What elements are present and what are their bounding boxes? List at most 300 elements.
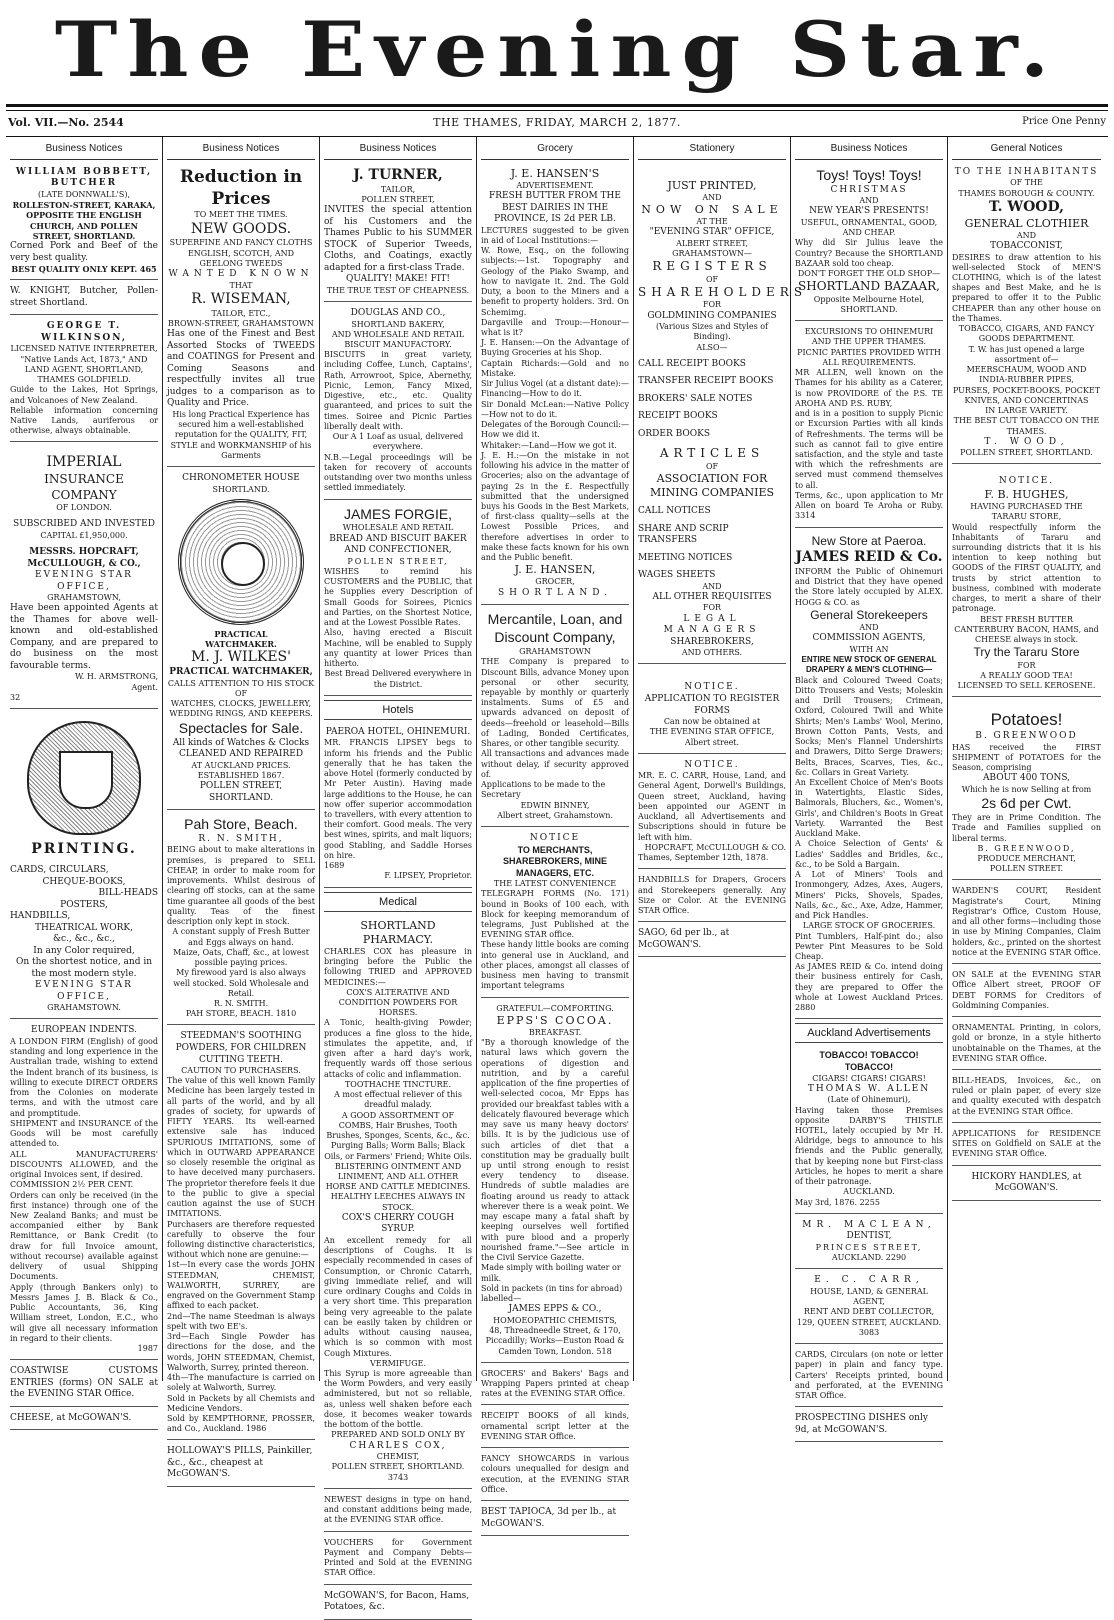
ad-line: Sir Julius Vogel (at a distant date):—Financing—How to do it. <box>481 379 629 399</box>
ad-line: MR. FRANCIS LIPSEY begs to inform his friends and the Public generally that he has taken the above Hotel (formerly conducted by Mr Peter Austin). Having made large additions to the House, he can now offer superior accommodation to travellers, with every attention to their comfort. Good meals. The very best wines, spirits, and malt liquors; good Stabling, and Saddle Horses on hire. <box>324 738 472 860</box>
ad-line: JAMES REID & Co. <box>795 549 943 566</box>
ad-line: GROCERS' and Bakers' Bags and Wrapping Papers printed at cheap rates at the EVENING STAR Office. <box>481 1368 629 1399</box>
ad-line: WAGES SHEETS <box>638 570 716 581</box>
ad-line: Our A 1 Loaf as usual, delivered everywhere. <box>332 432 464 452</box>
advert-ornamental-printing <box>952 1020 1101 1070</box>
ad-line: HOMOEOPATHIC CHEMISTS, <box>493 1315 617 1325</box>
advert-residence-sites <box>952 1126 1101 1166</box>
ad-line: THE BEST CUT TOBACCO ON THE THAMES. <box>953 416 1100 436</box>
ad-line: 3rd—Each Single Powder has directions for the dose, and the words, JOHN STEEDMAN, Chemist, Walworth, Surrey, printed thereon. <box>167 1332 315 1372</box>
ad-line: BISCUITS in great variety, including Coffee, Lunch, Captains', Rath, Arrowroot, Spice, Abernethy, Picnic, Lemon, Fancy Mixed, Digestive, etc., etc. Quality guaranteed, and prices to suit the times. Soiree and Picnic Parties liberally dealt with. <box>324 350 472 431</box>
ad-line: Dargaville and Troup:—Honour—what is it? <box>481 317 629 337</box>
ad-line: OF <box>705 274 719 284</box>
ad-line: SHAREHOLDERS <box>638 285 808 299</box>
ad-line: A most effectual reliever of this dreadful malady. <box>334 1090 462 1110</box>
ad-line: SHORTLAND BAKERY, <box>351 319 445 329</box>
ad-line: They are in Prime Condition. The Trade and Families supplied on liberal terms. <box>952 813 1101 843</box>
ad-line: FRESH BUTTER FROM THE BEST DAIRIES IN THE PROVINCE, IS 2d PER LB. <box>489 191 621 225</box>
ad-line: Would respectfully inform the Inhabitants of Tararu and surrounding districts that it is his intention to keep nothing but GOODS of the FIRST QUALITY, and trusts by strict attention to business, combined with moderate charges, to merit a share of their patronage. <box>952 522 1101 614</box>
ad-line: ALBERT STREET, <box>676 238 748 248</box>
ad-line: Whitaker:—Land—How we got it. <box>481 440 617 450</box>
ad-line: POLLEN STREET, SHORTLAND. <box>960 448 1093 458</box>
advert-forgie <box>324 503 472 696</box>
ad-line: Albert street. <box>684 737 740 747</box>
ad-line: LICENSED TO SELL KEROSENE. <box>957 681 1096 691</box>
ad-line: WHOLESALE AND RETAIL <box>342 523 454 533</box>
newspaper-title: The Evening Star. <box>54 5 1060 95</box>
ad-line: COX'S CHERRY COUGH SYRUP. <box>341 1212 455 1235</box>
advert-thomas-allen <box>795 1047 943 1213</box>
column-4 <box>477 137 634 1529</box>
ad-line: 1st—In every case the words JOHN STEEDMAN, CHEMIST, WALWORTH, SURREY, are engraved on the Government Stamp affixed to each packet. <box>167 1260 315 1311</box>
ad-line: CHARLES COX, <box>349 1440 447 1451</box>
ad-line: A GOOD ASSORTMENT OF COMBS, Hair Brushes, Tooth Brushes, Sponges, Scents, &c., &c. <box>326 1110 470 1141</box>
ad-line: W. Rowe, Esq., on the following subjects:—1st. Topography and Geology of the Piako Swamp, and how to navigate it. 2nd. The Gold Duty, a boon to the Miners and a benefit to property holders. 3rd. On Schemimg. <box>481 246 629 317</box>
ad-line: Reduction in Prices <box>179 166 303 209</box>
ad-line: USEFUL, ORNAMENTAL, GOOD, AND CHEAP. <box>800 217 938 238</box>
ad-line: Albert street, Grahamstown. <box>497 810 613 820</box>
ad-line: GRAHAMSTOWN— <box>672 249 752 259</box>
advert-t-wood <box>952 164 1101 465</box>
advert-wilkes <box>167 470 315 810</box>
ad-line: DON'T FORGET THE OLD SHOP— <box>797 269 941 279</box>
masthead-rule-thin <box>6 110 1108 111</box>
ad-line: CHEQUE-BOOKS, <box>42 876 126 887</box>
ad-line: EXCURSIONS TO OHINEMURI AND THE UPPER THAMES. <box>804 327 934 347</box>
ad-line: AND <box>859 196 879 206</box>
advert-maclean-dentist <box>795 1217 943 1270</box>
advert-knight <box>10 283 158 315</box>
ad-line: J. E. HANSEN'S <box>510 166 600 180</box>
ad-line: SHARE AND SCRIP TRANSFERS <box>638 523 729 546</box>
ad-line: NEW YEAR'S PRESENTS! <box>809 206 929 217</box>
ad-line: LECTURES suggested to be given in aid of Local Institutions:— <box>481 225 629 245</box>
ad-line: NEW GOODS. <box>190 220 292 237</box>
advert-shortland-pharmacy <box>324 916 472 1489</box>
ad-line: This Syrup is more agreeable than the Worm Powders, and very easily administered, but not so reliable, as, unless well shaken before each dose, it becomes weaker towards the bottom of the bottle. <box>324 1369 472 1430</box>
ad-line: THE TRUE TEST OF CHEAPNESS. <box>326 285 470 295</box>
ad-line: B. GREENWOOD, <box>977 843 1076 853</box>
ad-line: SHORTLAND. <box>212 484 270 494</box>
ad-line: DESIRES to draw attention to his well-selected Stock of MEN'S CLOTHING, which is of the latest shapes and Best Make, and he is prepared to offer it to the Public CHEAPER than any other house on the Thames. <box>952 252 1101 323</box>
ad-line: WARDEN'S COURT, Resident Magistrate's Court, Mining Registrar's Office, Custom House, and all other forms—including those in use by Mining Companies, Claim holders, &c., printed on the shortest notice at the EVENING STAR Office. <box>952 886 1101 957</box>
masthead-rule <box>6 104 1108 107</box>
advert-vouchers <box>324 1535 472 1585</box>
ad-line: LEGAL MANAGERS <box>663 613 761 636</box>
ad-line: COMMISSION AGENTS, <box>812 633 926 644</box>
ad-line: EDWIN BINNEY, <box>520 800 590 810</box>
watch-icon <box>178 499 304 625</box>
advert-turner <box>324 164 472 302</box>
ad-line: Potatoes! <box>990 710 1063 730</box>
advert-prospecting-dishes <box>795 1410 943 1442</box>
ad-line: On the shortest notice, and in the most modern style. <box>15 957 153 979</box>
ad-line: ARTICLES <box>659 446 765 461</box>
ad-line: WISHES to remind his CUSTOMERS and the PUBLIC, that he Supplies every Description of Small Goods for Soirees, Picnics and Parties, on the Shortest Notice, and at the Lowest Possible Rates. <box>324 566 472 628</box>
ad-line: GENERAL CLOTHIER <box>964 216 1089 230</box>
ad-line: HANDBILLS, <box>10 911 71 922</box>
ad-line: Which he is now Selling at from <box>961 784 1092 794</box>
advert-paeroa-hotel <box>324 724 472 888</box>
ad-line: BREAD AND BISCUIT BAKER AND CONFECTIONER, <box>329 533 467 556</box>
ad-line: FOR <box>1017 660 1036 670</box>
column-heading: Business Notices <box>10 137 158 160</box>
ad-line: NEWEST designs in type on hand, and constant additions being made, at the EVENING STAR office. <box>324 1494 472 1525</box>
issue-price: Price One Penny <box>1022 116 1106 127</box>
ad-line: F. B. HUGHES, <box>984 488 1069 501</box>
advert-register-forms <box>638 667 786 753</box>
ad-line: A Tonic, health-giving Powder; produces a fine gloss to the hide, stimulates the appetite, and, if given after a hard day's work, frequently wards off those serious attacks of colic and inflammation. <box>324 1018 472 1079</box>
ad-line: OF LONDON. <box>56 503 112 513</box>
advert-sago <box>638 925 786 957</box>
ad-line: OF THE <box>1010 178 1043 188</box>
ad-line: CHRONOMETER HOUSE <box>182 473 300 484</box>
ad-line: NOW ON SALE <box>641 203 783 217</box>
ad-line: ALL MANUFACTURERS' DISCOUNTS ALLOWED, and the original Invoices sent, if desired. <box>10 1149 158 1180</box>
ad-line: Purging Balls; Worm Balls; Black Oils, or Farmers' Friend; White Oils. <box>324 1141 472 1161</box>
ad-line: Sold in packets (in tins for abroad) labelled— <box>481 1283 623 1304</box>
column-heading: Stationery <box>638 137 786 160</box>
advert-wiseman <box>167 164 315 467</box>
ad-line: CAPITAL £1,950,000. <box>40 530 128 540</box>
ad-line: POSTERS, <box>60 899 108 910</box>
ad-line: CHRISTMAS <box>830 184 908 195</box>
ad-line: IN LARGE VARIETY. <box>985 406 1068 416</box>
ad-line: R. N. SMITH, <box>198 833 284 844</box>
ad-line: MR. E. C. CARR, House, Land, and General Agent, Dorwell's Buildings, Queen street, Auckland, having been appointed our AGENT in Auckland, all Advertisements and Subscriptions should in future be left with him. <box>638 771 786 842</box>
ad-line: CHEMIST, <box>376 1452 420 1462</box>
ad-line: GROCER, <box>535 577 575 587</box>
ad-line: BEST QUALITY ONLY KEPT. 465 <box>11 264 157 275</box>
ad-line: ORNAMENTAL Printing, in colors, gold or bronze, in a style hitherto unobtainable on the Thames, at the EVENING STAR Office. <box>952 1023 1101 1063</box>
ad-line: MR ALLEN, well known on the Thames for his ability as a Caterer, is now PROVIDORE of the P.S. TE AROHA AND P.S. RUBY, <box>795 368 943 408</box>
ad-line: 2nd—The name Steedman is always spelt with two EE's. <box>167 1311 315 1331</box>
ad-line: RECEIPT BOOKS of all kinds, ornamental script letter at the EVENING STAR Office. <box>481 1411 629 1441</box>
ad-line: My firewood yard is also always well stocked. Sold Wholesale and Retail. <box>173 968 309 998</box>
ad-line: RENT AND DEBT COLLECTOR, <box>803 1307 935 1317</box>
ad-line: GOLDMINING COMPANIES <box>647 310 777 321</box>
ad-line: 1987 <box>137 1344 158 1354</box>
advert-epps-cocoa <box>481 1001 629 1363</box>
ad-line: T. WOOD, <box>984 436 1069 447</box>
ad-line: CARDS, CIRCULARS, <box>10 865 109 876</box>
ad-line: AT AUCKLAND PRICES. <box>191 760 291 770</box>
ad-line: SHORTLAND PHARMACY. <box>360 918 436 946</box>
ad-line: QUALITY! MAKE! FIT! <box>345 274 451 285</box>
ad-line: CAUTION TO PURCHASERS. <box>181 1066 301 1076</box>
advert-tapioca <box>481 1504 629 1536</box>
section-heading-medical: Medical <box>324 892 472 912</box>
advert-coastwise <box>10 1363 158 1407</box>
ad-line: PRACTICAL WATCHMAKER, <box>169 667 313 678</box>
ad-line: RECEIPT BOOKS <box>638 411 718 422</box>
ad-line: F. LIPSEY, Proprietor. <box>384 871 472 881</box>
column-1 <box>6 137 163 1423</box>
ad-line: JUST PRINTED, <box>667 178 757 192</box>
ad-line: Reliable information concerning Native Lands, auriferous or otherwise, always obtainable. <box>10 405 158 436</box>
ad-line: EUROPEAN INDENTS. <box>31 1025 137 1036</box>
ad-line: W. H. ARMSTRONG, <box>74 672 158 682</box>
ad-line: WANTED KNOWN <box>168 269 314 280</box>
ad-line: A LONDON FIRM (English) of good standing and long experience in the Australian trade, wishing to extend the Indent branch of its business, is willing to execute DIRECT ORDERS from the Colonies on moderate terms, and with the utmost care and promptitude. <box>10 1036 158 1118</box>
ad-line: J. TURNER, <box>353 166 443 183</box>
advert-shortland-bazaar <box>795 164 943 321</box>
ad-line: POLLEN STREET, SHORTLAND. <box>199 781 283 803</box>
ad-line: HOUSE, LAND, & GENERAL AGENT, <box>810 1286 928 1307</box>
ad-line: PAEROA HOTEL, OHINEMURI. <box>325 726 471 737</box>
advert-proof-of-debt <box>952 967 1101 1017</box>
ad-line: Sold in Packets by all Chemists and Medicine Vendors. <box>167 1393 315 1413</box>
ad-line: N.B.—Legal proceedings will be taken for recovery of accounts outstanding over two months unless settled immediately. <box>324 452 472 493</box>
ad-line: All transactions and advances made without delay, if security approved of. <box>481 749 629 779</box>
ad-line: MEERSCHAUM, WOOD AND INDIA-RUBBER PIPES, <box>966 365 1087 385</box>
ad-line: His long Practical Experience has secured him a well-established reputation for the QUALITY, FIT, STYLE and WORKMANSHIP of his Garments <box>170 409 312 460</box>
ad-line: CHARLES COX has pleasure in bringing before the Public the following TRIED and APPROVED MEDICINES:— <box>324 946 472 987</box>
advert-potatoes <box>952 700 1101 880</box>
advert-ec-carr <box>795 1272 943 1344</box>
ad-line: COASTWISE CUSTOMS ENTRIES (forms) ON SALE at the EVENING STAR Office. <box>10 1366 158 1400</box>
issue-date: THE THAMES, FRIDAY, MARCH 2, 1877. <box>433 116 681 129</box>
ad-line: J. E. Hansen:—On the Advantage of Buying Groceries at his Shop. <box>481 338 629 358</box>
column-heading: Business Notices <box>167 137 315 160</box>
advert-wardens-court <box>952 883 1101 964</box>
ad-line: (Various Sizes and Styles of Binding). <box>655 322 769 342</box>
ad-line: AND <box>702 581 722 591</box>
ad-line: 4th—The manufacture is carried on solely at Walworth, Surrey. <box>167 1373 315 1393</box>
advert-telegraph-forms <box>481 830 629 998</box>
ad-line: CANTERBURY BACON, HAMS, and CHEESE always in stock. <box>954 624 1099 645</box>
ad-line: Has one of the Finest and Best Assorted Stocks of TWEEDS and COATINGS for Present and Coming Seasons and respectfully invites all true judges to a comparison as to Quality and Price. <box>167 329 315 409</box>
coat-of-arms-icon <box>27 721 141 835</box>
ad-line: AUCKLAND. <box>843 1187 895 1197</box>
advert-holloway <box>167 1443 315 1487</box>
ad-line: "EVENING STAR" OFFICE, <box>649 227 775 238</box>
masthead <box>0 0 1114 100</box>
ad-line: TO MEET THE TIMES. <box>194 210 288 220</box>
dateline <box>8 113 1106 133</box>
ad-line: REGISTERS <box>652 259 772 274</box>
ad-line: LARGE STOCK OF GROCERIES. <box>802 921 936 931</box>
ad-line: ROLLESTON-STREET, KARAKA, OPPOSITE THE ENGLISH CHURCH, AND POLLEN STREET, SHORTLAND. <box>12 200 156 241</box>
ad-line: HAVING PURCHASED THE TARARU STORE, <box>970 502 1083 522</box>
ad-line: Try the Tararu Store <box>973 645 1080 660</box>
ad-line: EVENING STAR OFFICE, <box>35 570 133 592</box>
ad-line: CALLS ATTENTION TO HIS STOCK OF <box>167 678 315 698</box>
ad-line: PRINCES STREET, <box>815 1242 923 1252</box>
ad-line: New Store at Paeroa. <box>811 533 927 548</box>
ad-line: SHAREBROKERS, <box>670 636 754 647</box>
ad-line: The value of this well known Family Medicine has been largely tested in all parts of the world, and by all grades of society, for upwards of FIFTY YEARS. Its well-earned extensive sale has induced SPURIOUS IMITATIONS, some of which in OUTWARD APPEARANCE so closely resemble the original as to have deceived many purchasers. The proprietor therefore feels it due to the public to give a special caution against the use of SUCH IMITATIONS. <box>167 1076 315 1219</box>
ad-line: Maize, Oats, Chaff, &c., at lowest possible paying prices. <box>173 947 309 968</box>
ad-line: FANCY SHOWCARDS in various colours unequalled for design and execution, at the EVENING STAR Office. <box>481 1454 629 1494</box>
ad-line: JAMES FORGIE, <box>343 505 453 522</box>
advert-hughes <box>952 467 1101 697</box>
ad-line: MEETING NOTICES <box>638 552 733 563</box>
ad-line: HICKORY HANDLES, at McGOWAN'S. <box>971 1171 1082 1194</box>
advert-showcards <box>481 1451 629 1501</box>
ad-line: Applications to be made to the Secretary <box>481 780 606 800</box>
ad-line: POLLEN STREET, SHORTLAND. 3743 <box>331 1462 465 1482</box>
ad-line: TOBACCONIST, <box>990 241 1063 251</box>
ad-line: Toys! Toys! Toys! <box>816 166 922 183</box>
column-heading: General Notices <box>952 137 1101 160</box>
volume-number: Vol. VII.—No. 2544 <box>8 116 124 129</box>
ad-line: TRANSFER RECEIPT BOOKS <box>638 376 774 387</box>
ad-line: Made simply with boiling water or milk. <box>481 1263 621 1283</box>
ad-line: Orders can only be received (in the first instance) through one of the New Zealand Banks; and must be accompanied either by Bank Remittance, or Bank Credit (to draw for full Invoice amount, without recourse) available against delivery of usual Shipping Documents. <box>10 1190 158 1282</box>
advert-hansen <box>481 164 629 605</box>
ad-line: 32 <box>10 692 21 702</box>
ad-line: NOTICE. <box>684 759 740 770</box>
ad-line: Terms, &c., upon application to Mr Allen on board Te Aroha or Ruby. 3314 <box>795 490 943 521</box>
advert-cards <box>795 1347 943 1407</box>
advert-pah-store <box>167 813 315 1025</box>
ad-line: Guide to the Lakes, Hot Springs, and Volcanoes of New Zealand. <box>10 385 158 405</box>
advert-steedman <box>167 1028 315 1440</box>
ad-line: APPLICATIONS for RESIDENCE SITES on Goldfield on SALE at the EVENING STAR Office. <box>952 1128 1101 1159</box>
ad-line: ASSOCIATION FOR MINING COMPANIES <box>649 471 775 500</box>
ad-line: 129, QUEEN STREET, AUCKLAND. 3083 <box>796 1317 942 1337</box>
ad-line: EVENING STAR OFFICE, <box>35 980 133 1002</box>
ad-line: THE LATEST CONVENIENCE <box>493 879 617 889</box>
ad-line: AUCKLAND. 2290 <box>831 1253 907 1263</box>
ad-line: BROKERS' SALE NOTES <box>638 393 753 404</box>
ad-line: Mercantile, Loan, and Discount Company, <box>487 611 623 646</box>
ad-line: T. W. has just opened a large assortment of— <box>968 344 1085 364</box>
ad-line: AND <box>1016 230 1037 240</box>
ad-line: BREAKFAST. <box>528 1027 582 1037</box>
ad-line: VOUCHERS for Government Payment and Company Debts—Printed and Sold at the EVENING STAR Office. <box>324 1537 472 1578</box>
ad-line: BILL-HEADS <box>98 888 158 899</box>
ad-line: VERMIFUGE. <box>369 1358 427 1368</box>
ad-line: JAMES EPPS & CO., <box>508 1304 602 1315</box>
ad-line: TO THE INHABITANTS <box>954 166 1099 177</box>
ad-line: Agent. <box>131 682 158 692</box>
ad-line: ALL OTHER REQUISITES <box>652 591 772 602</box>
ad-line: TO MERCHANTS, SHAREBROKERS, MINE MANAGERS, ETC. <box>502 844 607 878</box>
column-7 <box>948 137 1105 1381</box>
advert-hickory-handles <box>952 1169 1101 1201</box>
ad-line: PROSPECTING DISHES only 9d, at McGOWAN'S. <box>795 1413 928 1435</box>
ad-line: AND WHOLESALE AND RETAIL BISCUIT MANUFACTORY. <box>331 329 465 349</box>
ad-line: T. WOOD, <box>989 198 1064 215</box>
ad-line: HANDBILLS for Drapers, Grocers and Storekeepers generally. Any Size or Color. At the EVENING STAR Office. <box>638 875 786 916</box>
ad-line: MESSRS. HOPCRAFT, McCULLOUGH, & CO., <box>27 547 141 569</box>
ad-line: A Choice Selection of Gents' & Ladies' Saddles and Bridles, &c., &c., to be Sold a Bargain. <box>795 839 943 869</box>
ad-line: PURSES, POCKET-BOOKS, POCKET KNIVES, AND CONCERTINAS <box>952 385 1101 405</box>
ad-line: THEATRICAL WORK, <box>35 922 133 933</box>
ad-line: BILL-HEADS, Invoices, &c., on ruled or plain paper, of every size and quality executed with despatch at the EVENING STAR Office. <box>952 1075 1101 1116</box>
ad-line: (Late of Ohinemuri), <box>827 1095 911 1105</box>
ad-line: CIGARS! CIGARS! CIGARS! <box>812 1073 926 1083</box>
ad-line: HOPCRAFT, McCULLOUGH & CO. <box>644 842 786 852</box>
columns <box>6 137 1108 1613</box>
ad-line: Captain Richards:—Gold and no Mistake. <box>481 358 629 378</box>
ad-line: &c., &c., &c., <box>52 934 116 945</box>
ad-line: POLLEN STREET, <box>361 194 435 204</box>
ad-line: PRODUCE MERCHANT, <box>977 853 1076 863</box>
advert-bill-heads <box>952 1073 1101 1123</box>
advert-james-reid <box>795 531 943 1020</box>
ad-line: Pah Store, Beach. <box>184 816 298 833</box>
ad-line: Have been appointed Agents at the Thames for above well-known and old-established Company, and are prepared to do business on the most favourable terms. <box>10 603 158 671</box>
ad-line: AND OTHERS. <box>681 648 743 658</box>
ad-line: DOUGLAS AND CO., <box>350 308 446 319</box>
ad-line: R. N. SMITH. <box>213 999 269 1008</box>
ad-line: GRAHAMSTOWN <box>519 647 591 657</box>
ad-line: R. WISEMAN, <box>191 290 291 307</box>
advert-newest-designs <box>324 1492 472 1532</box>
ad-line: CHEESE, at McGOWAN'S. <box>10 1412 132 1423</box>
ad-line: FOR <box>702 300 722 310</box>
advert-douglas <box>324 305 472 500</box>
ad-line: Why did Sir Julius leave the Country? Because the SHORTLAND BAZAAR sold too cheap. <box>795 238 943 268</box>
column-heading: Business Notices <box>324 137 472 160</box>
ad-line: Pint Tumblers, Half-pint do.; also Pewter Pint Measures to be Sold Cheap. <box>795 931 943 961</box>
column-3 <box>320 137 477 1613</box>
ad-line: All kinds of Watches & Clocks CLEANED AND REPAIRED <box>172 737 310 760</box>
ad-line: THE EVENING STAR OFFICE, <box>649 727 775 737</box>
advert-cheese <box>10 1410 158 1431</box>
ad-line: 48, Threadneedle Street, & 170, Piccadilly; Works—Euston Road & Camden Town, London. 518 <box>485 1326 625 1356</box>
ad-line: ADVERTISEMENT. <box>516 180 594 190</box>
ad-line: M. J. WILKES' <box>191 649 291 666</box>
ad-line: ESTABLISHED 1867. <box>197 770 285 780</box>
ad-line: OF <box>705 461 719 471</box>
ad-line: INSURANCE COMPANY <box>44 472 124 502</box>
ad-line: BLISTERING OINTMENT AND LINIMENT, AND ALL OTHER HORSE AND CATTLE MEDICINES. <box>325 1161 471 1192</box>
advert-registers <box>638 164 808 665</box>
ad-line: THOMAS W. ALLEN <box>807 1083 931 1094</box>
ad-line: STEEDMAN'S SOOTHING POWDERS, FOR CHILDREN CUTTING TEETH. <box>175 1031 307 1065</box>
ad-line: SHORTLAND BAZAAR, <box>798 279 940 294</box>
ad-line: TAILOR, <box>380 184 416 194</box>
ad-line: GRAHAMSTOWN. <box>47 1003 121 1013</box>
ad-line: WATCHES, CLOCKS, JEWELLERY, WEDDING RINGS, AND KEEPERS. <box>169 699 313 719</box>
ad-line: THE Company is prepared to Discount Bills, advance Money upon personal or other security, repayable by monthly or quarterly instalments. Sums of £5 and upwards advanced on deposit of deeds—freehold or leasehold—Bills of Lading, Bonded Certificates, Shares, or other tangible security. <box>481 657 629 749</box>
ad-line: Delegates of the Borough Council:—How we did it. <box>481 420 629 440</box>
ad-line: GEORGE T. WILKINSON, <box>40 321 128 343</box>
ad-line: AT THE <box>696 217 728 227</box>
ad-line: GRAHAMSTOWN, <box>47 593 121 603</box>
ad-line: SUBSCRIBED AND INVESTED <box>13 519 155 530</box>
column-heading: Business Notices <box>795 137 943 160</box>
ad-line: CARDS, Circulars (on note or letter paper) in plain and fancy type. Carters' Receipts printed, bound and perforated, at the EVENING STAR Office. <box>795 1350 943 1400</box>
advert-wilkinson <box>10 318 158 442</box>
ad-line: BEING about to make alterations in premises, is prepared to SELL CHEAP, in order to make room for improvements. Whilst desirous of clearing off stocks, can at the same time guarantee all goods of the best quality. Teas of the finest description only kept in stock. <box>167 845 315 927</box>
ad-line: B. GREENWOOD <box>975 731 1078 742</box>
ad-line: 2s 6d per Cwt. <box>981 795 1072 812</box>
advert-european-indents <box>10 1022 158 1360</box>
ad-line: and is in a position to supply Picnic or Excursion Parties with all kinds of Refreshments. The terms will be such as cannot fail to give entire satisfaction, and the style and taste with which the refreshments are served must commend themselves to all. <box>795 409 943 490</box>
ad-line: Thames, September 12th, 1878. <box>638 853 769 863</box>
ad-line: SUPERFINE AND FANCY CLOTHS <box>169 238 313 248</box>
ad-line: WITH AN <box>849 644 889 654</box>
ad-line: TOBACCO, CIGARS, AND FANCY GOODS DEPARTMENT. <box>958 324 1095 344</box>
ad-line: HOLLOWAY'S PILLS, Painkiller, &c., &c., cheapest at McGOWAN'S. <box>167 1446 313 1480</box>
ad-line: HAS received the FIRST SHIPMENT of POTATOES for the Season, comprising <box>952 742 1101 773</box>
section-heading-hotels: Hotels <box>324 700 472 720</box>
advert-imperial-insurance <box>10 445 158 709</box>
ad-line: ON SALE at the EVENING STAR Office Albert street, PROOF OF DEBT FORMS for Creditors of Goldmining Companies. <box>952 970 1101 1010</box>
advert-mercantile-loan <box>481 608 629 827</box>
ad-line: An excellent remedy for all descriptions of Coughs. It is especially recommended in cases of Consumption, or Chronic Catarrh, giving immediate relief, and will cure ordinary Coughs and Colds in a very short time. This preparation being very agreeable to the palate can be easily taken by children or adults without causing nausea, which is so common with most Cough Mixtures. <box>324 1235 472 1358</box>
ad-line: Opposite Melbourne Hotel, <box>813 294 925 304</box>
ad-line: NOTICE. <box>684 682 740 693</box>
ad-line: A constant supply of Fresh Butter and Eggs always on hand. <box>172 927 310 947</box>
ad-line: IMPERIAL <box>46 454 122 471</box>
ad-line: BEST TAPIOCA, 3d per lb., at McGOWAN'S. <box>481 1507 617 1529</box>
